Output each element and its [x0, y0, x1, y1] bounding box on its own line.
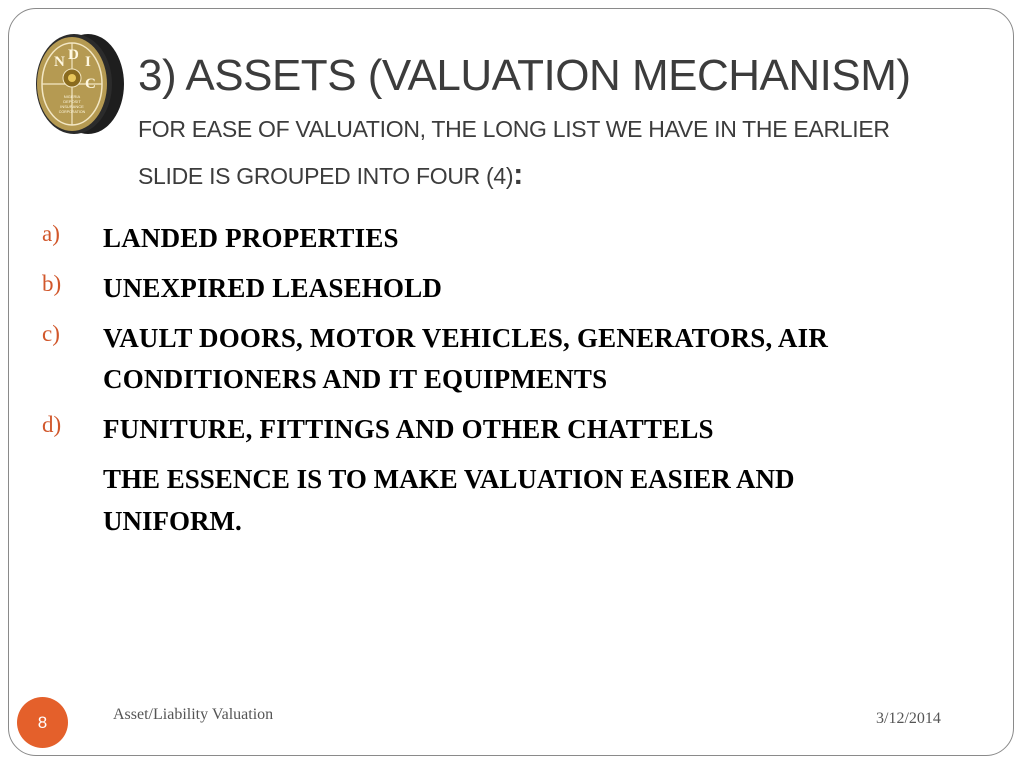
logo-line: NIGERIA — [63, 94, 81, 99]
asset-group-list — [42, 218, 922, 459]
list-marker: d) — [42, 412, 62, 437]
essence-statement: THE ESSENCE IS TO MAKE VALUATION EASIER AND UNIFORM. — [103, 464, 795, 536]
list-item-text: FUNITURE, FITTINGS AND OTHER CHATTELS — [103, 414, 714, 444]
list-item — [42, 218, 922, 259]
footer-date: 3/12/2014 — [876, 710, 941, 727]
list-item-text: LANDED PROPERTIES — [103, 223, 399, 253]
list-marker: a) — [42, 221, 60, 246]
list-marker: b) — [42, 271, 62, 296]
logo-letter-d: D — [68, 47, 79, 63]
list-item — [42, 318, 922, 400]
logo-line: CORPORATION — [58, 110, 86, 114]
subtitle-colon: : — [513, 158, 523, 191]
footer-title: Asset/Liability Valuation — [113, 706, 274, 723]
logo-line: INSURANCE — [60, 104, 84, 109]
logo-letter-i: I — [85, 54, 91, 70]
list-item-text: VAULT DOORS, MOTOR VEHICLES, GENERATORS, AIR CONDITIONERS AND IT EQUIPMENTS — [103, 323, 829, 394]
logo-letter-n: N — [54, 54, 65, 70]
ndic-logo — [30, 30, 126, 138]
page-number-badge: 8 — [17, 697, 68, 748]
list-item — [42, 409, 922, 450]
slide-title: 3) ASSETS (VALUATION MECHANISM) — [138, 51, 911, 100]
list-item — [42, 268, 922, 309]
logo-line: DEPOSIT — [63, 99, 81, 104]
logo-letter-c: C — [85, 76, 96, 92]
list-marker: c) — [42, 321, 60, 346]
subtitle-text: FOR EASE OF VALUATION, THE LONG LIST WE HAVE IN THE EARLIER SLIDE IS GROUPED INTO FOUR (4) — [138, 116, 890, 189]
list-item-text: UNEXPIRED LEASEHOLD — [103, 273, 443, 303]
slide-subtitle — [138, 106, 958, 199]
